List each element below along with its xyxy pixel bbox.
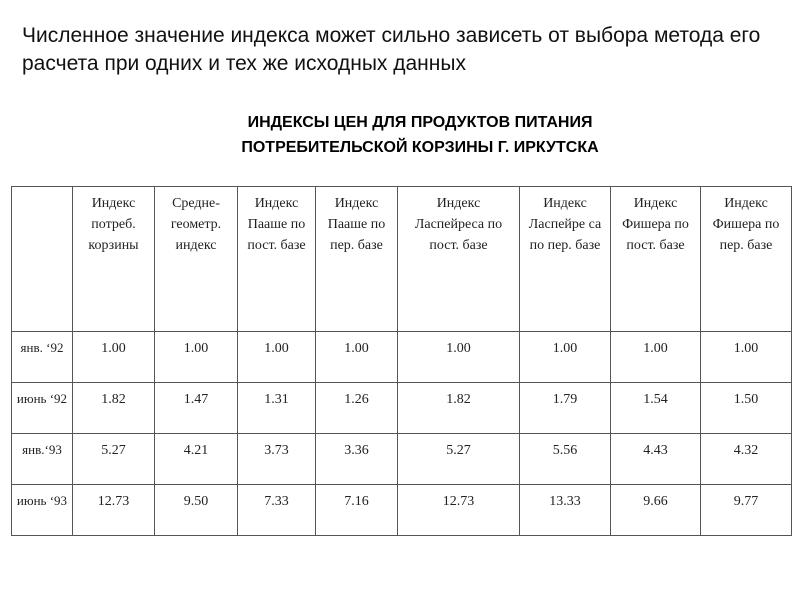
row-period-label: янв.‘93 — [12, 434, 73, 485]
header-cell-paasche-fixed-base: Индекс Пааше по пост. базе — [238, 187, 316, 332]
intro-text: Численное значение индекса может сильно зависеть от выбора метода его расчета при одних и тех же исходных данных — [22, 24, 761, 75]
table-cell: 5.27 — [73, 434, 155, 485]
table-cell: 1.00 — [701, 332, 792, 383]
table-cell: 4.32 — [701, 434, 792, 485]
table-cell: 1.47 — [155, 383, 238, 434]
header-cell-fisher-fixed-base: Индекс Фишера по пост. базе — [611, 187, 701, 332]
table-cell: 1.79 — [520, 383, 611, 434]
table-row — [12, 485, 792, 536]
table-row — [12, 434, 792, 485]
table-cell: 1.00 — [611, 332, 701, 383]
table-cell: 5.56 — [520, 434, 611, 485]
price-index-table — [11, 186, 792, 536]
header-cell-laspeyres-chain-base: Индекс Ласпейре са по пер. базе — [520, 187, 611, 332]
table-cell: 1.00 — [238, 332, 316, 383]
row-period-label: янв. ‘92 — [12, 332, 73, 383]
header-cell-fisher-chain-base: Индекс Фишера по пер. базе — [701, 187, 792, 332]
table-cell: 1.00 — [398, 332, 520, 383]
table-row — [12, 383, 792, 434]
table-cell: 1.00 — [155, 332, 238, 383]
table-cell: 3.73 — [238, 434, 316, 485]
table-cell: 12.73 — [73, 485, 155, 536]
header-cell-paasche-chain-base: Индекс Пааше по пер. базе — [316, 187, 398, 332]
table-cell: 4.21 — [155, 434, 238, 485]
row-period-label: июнь ‘92 — [12, 383, 73, 434]
table-cell-highlighted: 7.16 — [316, 485, 398, 536]
table-cell: 1.31 — [238, 383, 316, 434]
table-cell: 3.36 — [316, 434, 398, 485]
table-title-line-1: ИНДЕКСЫ ЦЕН ДЛЯ ПРОДУКТОВ ПИТАНИЯ — [247, 114, 593, 131]
table-cell-highlighted: 13.33 — [520, 485, 611, 536]
table-cell: 9.50 — [155, 485, 238, 536]
header-cell-geometric-mean-index: Средне-геометр. индекс — [155, 187, 238, 332]
table-row — [12, 332, 792, 383]
table-cell: 7.33 — [238, 485, 316, 536]
table-cell: 9.66 — [611, 485, 701, 536]
table-header-row — [12, 187, 792, 332]
table-cell: 1.00 — [316, 332, 398, 383]
table-title — [0, 110, 800, 160]
table-cell: 1.54 — [611, 383, 701, 434]
header-cell-corner — [12, 187, 73, 332]
header-cell-laspeyres-fixed-base: Индекс Ласпейреса по пост. базе — [398, 187, 520, 332]
table-cell: 1.82 — [73, 383, 155, 434]
table-cell: 1.00 — [73, 332, 155, 383]
table-cell: 5.27 — [398, 434, 520, 485]
table-cell: 12.73 — [398, 485, 520, 536]
table-cell: 4.43 — [611, 434, 701, 485]
row-period-label: июнь ‘93 — [12, 485, 73, 536]
table-cell: 1.26 — [316, 383, 398, 434]
table-cell: 1.50 — [701, 383, 792, 434]
table-cell: 1.82 — [398, 383, 520, 434]
table-cell: 9.77 — [701, 485, 792, 536]
header-cell-basket-index: Индекс потреб. корзины — [73, 187, 155, 332]
table-cell: 1.00 — [520, 332, 611, 383]
table-title-line-2: ПОТРЕБИТЕЛЬСКОЙ КОРЗИНЫ Г. ИРКУТСКА — [241, 139, 599, 156]
